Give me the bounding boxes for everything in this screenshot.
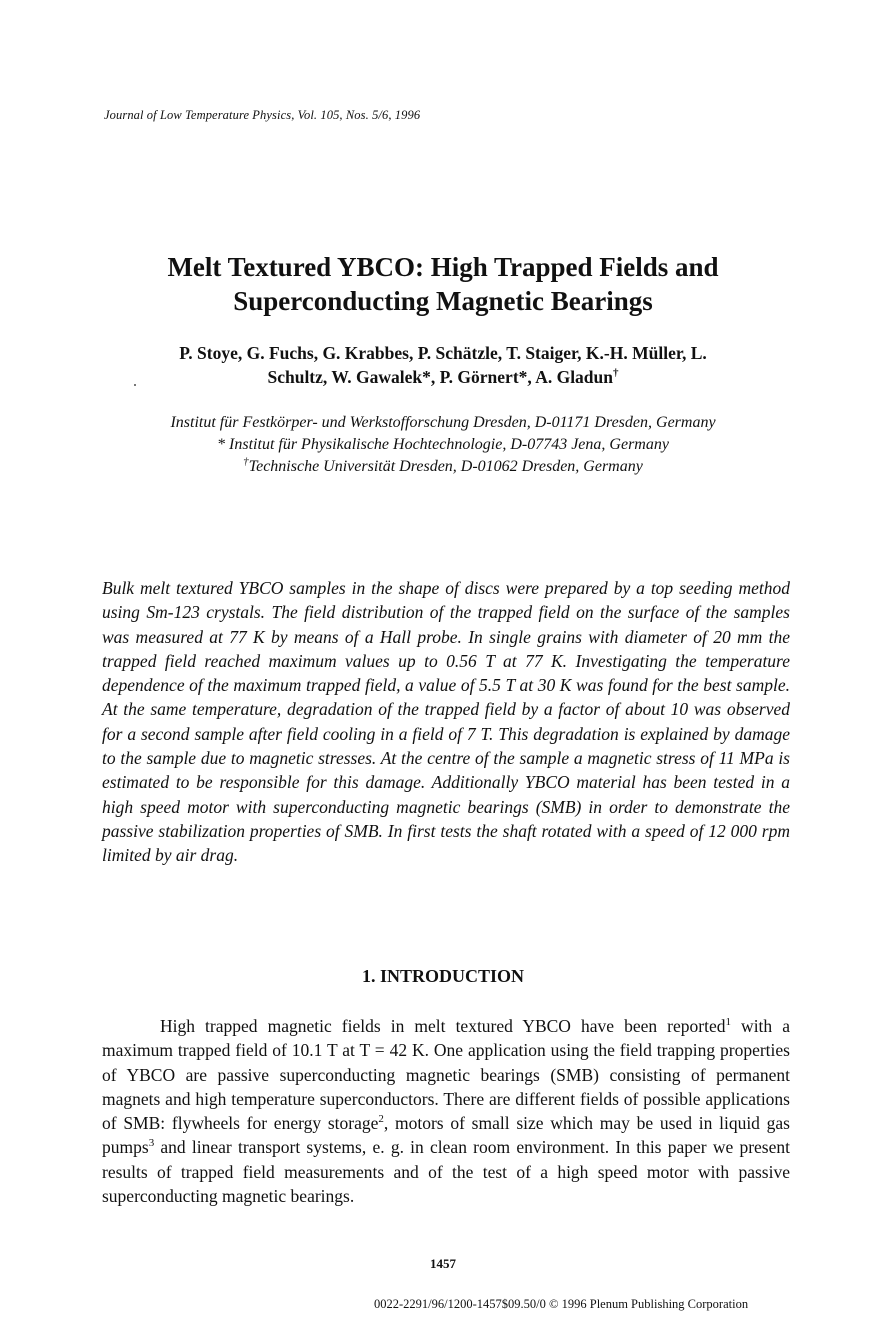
intro-text-3: , motors of small size which may be used in liquid gas pumps [102, 1113, 790, 1158]
authors-line-2 [0, 365, 886, 389]
intro-text-2: with a maximum trapped field of 10.1 T at T = 42 K. One application using the field trapping properties of YBCO are passive superconducting magnetic bearings (SMB) consisting of permanent magnets and high temperature superconductors. There are different fields of possible applications of SMB: flywheels for energy storage [102, 1016, 790, 1134]
intro-text-4: and linear transport systems, e. g. in clean room environment. In this paper we present results of trapped field measurements and of the test of a high speed motor with passive superconducting magnetic bearings. [102, 1137, 790, 1207]
affiliation-1: Institut für Festkörper- und Werkstofforschung Dresden, D-01171 Dresden, Germany [170, 414, 716, 431]
affiliation-3: Technische Universität Dresden, D-01062 Dresden, Germany [248, 458, 643, 475]
title-line-1: Melt Textured YBCO: High Trapped Fields and [167, 252, 719, 282]
affiliations [0, 412, 886, 478]
reference-2: 2 [378, 1113, 384, 1126]
affiliation-2: * Institut für Physikalische Hochtechnologie, D-07743 Jena, Germany [217, 436, 669, 453]
page-number: 1457 [430, 1256, 456, 1271]
paper-title [0, 250, 886, 318]
copyright-line: 0022-2291/96/1200-1457$09.50/0 © 1996 Plenum Publishing Corporation [374, 1297, 749, 1311]
reference-3: 3 [148, 1137, 155, 1150]
dagger-mark: † [613, 367, 619, 380]
journal-header: Journal of Low Temperature Physics, Vol. 105, Nos. 5/6, 1996 [104, 108, 421, 122]
authors-line-1: P. Stoye, G. Fuchs, G. Krabbes, P. Schätzle, T. Staiger, K.-H. Müller, L. [179, 343, 707, 363]
abstract: Bulk melt textured YBCO samples in the shape of discs were prepared by a top seeding method using Sm-123 crystals. The field distribution of the trapped field on the surface of the samples was measured at 77 K by means of a Hall probe. In single grains with diameter of 20 mm the trapped field reached maximum values up to 0.56 T at 77 K. Investigating the temperature dependence of the maximum trapped field, a value of 5.5 T at 30 K was found for the best sample. At the same temperature, degradation of the trapped field by a factor of about 10 was observed for a second sample after field cooling in a field of 7 T. This degradation is explained by damage to the sample due to magnetic stresses. At the centre of the sample a magnetic stress of 11 MPa is estimated to be responsible for this damage. Additionally YBCO material has been tested in a high speed motor with superconducting magnetic bearings (SMB) in order to demonstrate the passive stabilization properties of SMB. In first tests the shaft rotated with a speed of 12 000 rpm limited by air drag. [102, 578, 790, 866]
authors-line-2-text: Schultz, W. Gawalek*, P. Görnert*, A. Gladun [267, 367, 613, 387]
introduction-paragraph [102, 1014, 790, 1208]
author-list [0, 341, 886, 389]
affiliation-3-line [0, 456, 886, 478]
title-line-2: Superconducting Magnetic Bearings [233, 286, 653, 316]
section-heading: 1. INTRODUCTION [361, 966, 525, 986]
intro-text-1: High trapped magnetic fields in melt textured YBCO have been reported [160, 1016, 726, 1036]
dagger-mark-affiliation: † [243, 455, 249, 468]
reference-1: 1 [725, 1016, 731, 1029]
